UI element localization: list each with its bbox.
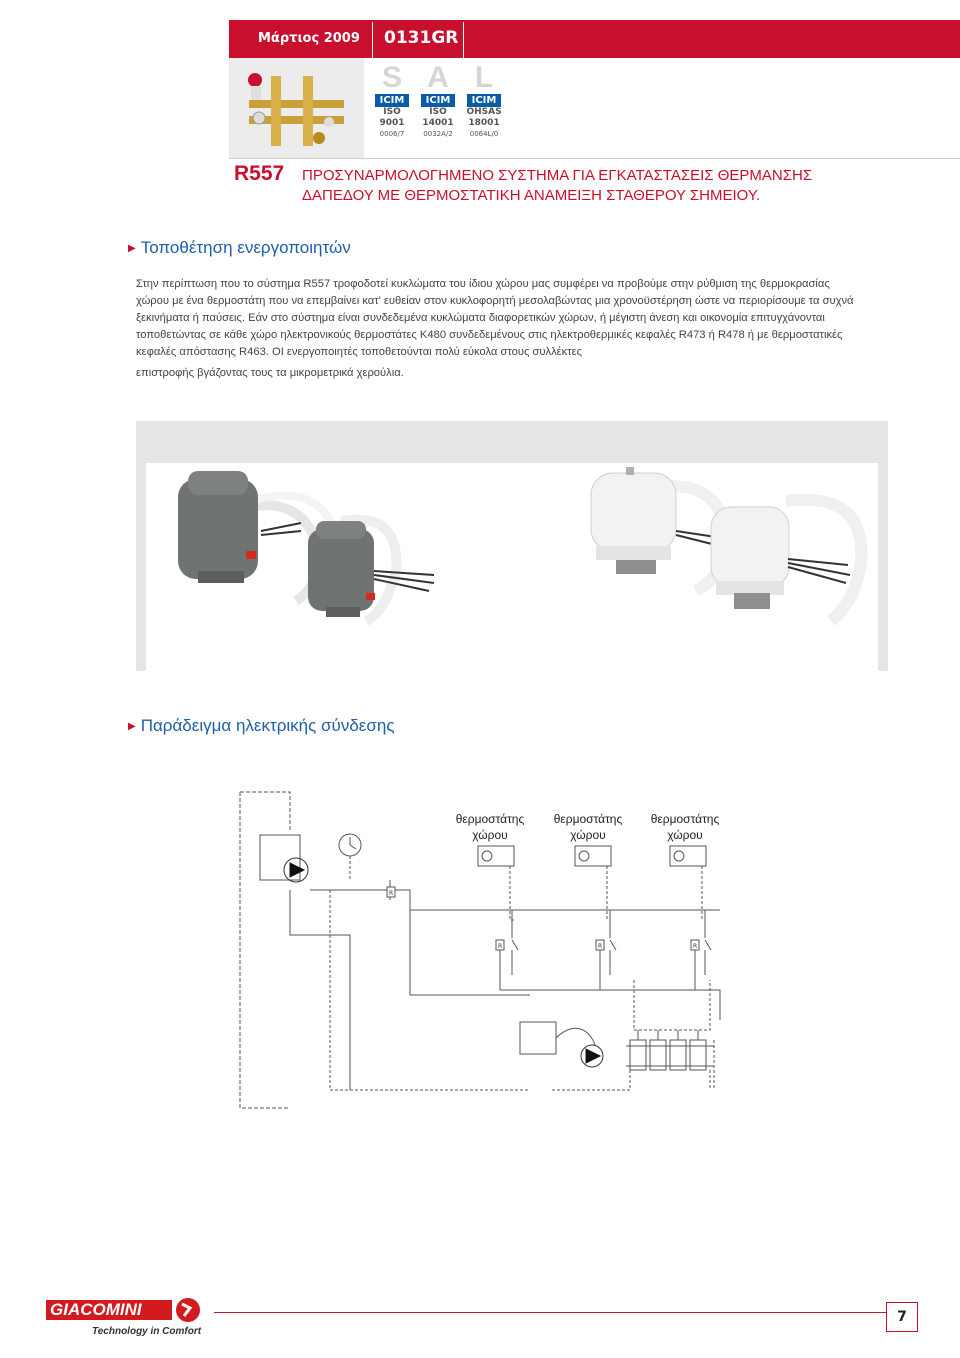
page-title-line1: ΠΡΟΣΥΝΑΡΜΟΛΟΓΗΜΕΝΟ ΣΥΣΤΗΜΑ ΓΙΑ ΕΓΚΑΤΑΣΤΑΣΕΙΣ ΘΕΡΜΑΝΣΗΣ [302,167,813,184]
icim-badge: ICIM [421,94,455,107]
icim-badge: ICIM [375,94,409,107]
doc-number: 0131GR [384,28,459,48]
footer-rule [214,1312,890,1313]
wiring-diagram [230,790,730,1110]
grey-actuator-small [308,520,434,621]
icim-badge: ICIM [467,94,501,107]
white-actuator-large [591,467,727,591]
white-actuator-small [711,500,861,621]
certification-badges [372,62,507,158]
relay-label: R [693,943,698,950]
thermostat-label-2: θερμοστάτης χώρου [553,812,623,842]
bullet-triangle-icon: ▶ [128,243,136,254]
section-heading-actuators: ▶ Τοποθέτηση ενεργοποιητών [128,238,351,257]
section-heading-wiring: ▶ Παράδειγμα ηλεκτρικής σύνδεσης [128,716,395,735]
bullet-triangle-icon: ▶ [128,721,136,732]
body-text: Στην περίπτωση που το σύστημα R557 τροφοδοτεί κυκλώματα του ίδιου χώρου μας συμφέρει να προβούμε στην ρύθμιση της θερμοκρασίας χώρου με ένα θερμοστάτη που να επεμβαίνει κατ' ευθείαν στον κυκλοφορητή μεσολαβώντας μια χρονοϋστέρηση ώστε να περιορίσουμε τα συχνά ξεκινήματα ή παύσεις. Εάν στο σύστημα είναι συνδεδεμένα κυκλώματα διαφορετικών χώρων, ή μέγιστη άνεση και οικονομία επιτυγχάνονται τοποθετώντας σε κάθε χώρο ηλεκτρονικούς θερμοστάτες Κ480 συνδεδεμένους στις ηλεκτροθερμικές κεφαλές R473 ή R478 ή με θερμοστατικές κεφαλές απόστασης R463. ΟΙ ενεργοποιητές τοποθετούνται πολύ εύκολα στους συλλέκτες [136,278,854,358]
thermostat-label-1: θερμοστάτης χώρου [455,812,525,842]
header-top-rule [229,0,960,21]
giacomini-logo [46,1296,206,1326]
thermostat-label-3: θερμοστάτης χώρου [650,812,720,842]
body-paragraph [136,276,856,382]
manifold-image [229,58,364,158]
cert-iso-9001: S ICIM ISO 9001 0006/7 [372,62,412,139]
header-bottom-rule [229,158,960,159]
product-thumbnail [229,58,364,158]
body-text-end: επιστροφής βγάζοντας τους τα μικρομετρικά χερούλια. [136,367,404,379]
product-code: R557 [234,162,285,185]
relay-label: R [498,943,503,950]
brand-tagline: Technology in Comfort [92,1326,202,1337]
cert-iso-14001: A ICIM ISO 14001 0032A/2 [422,61,454,138]
page-number-box [886,1302,918,1332]
actuators-illustration [136,421,888,671]
actuators-photo [136,421,888,671]
header-date: Μάρτιος 2009 [258,31,360,46]
footer [40,1290,920,1350]
cert-ohsas-18001: L ICIM OHSAS 18001 0064L/0 [466,61,502,138]
brand-name: GIACOMINI [50,1300,142,1319]
page-title-line2: ΔΑΠΕΔΟΥ ΜΕ ΘΕΡΜΟΣΤΑΤΙΚΗ ΑΝΑΜΕΙΞΗ ΣΤΑΘΕΡΟΥ ΣΗΜΕΙΟΥ. [302,187,761,204]
relay-label: R [389,890,394,897]
relay-label: R [598,943,603,950]
page-number: 7 [897,1309,907,1325]
